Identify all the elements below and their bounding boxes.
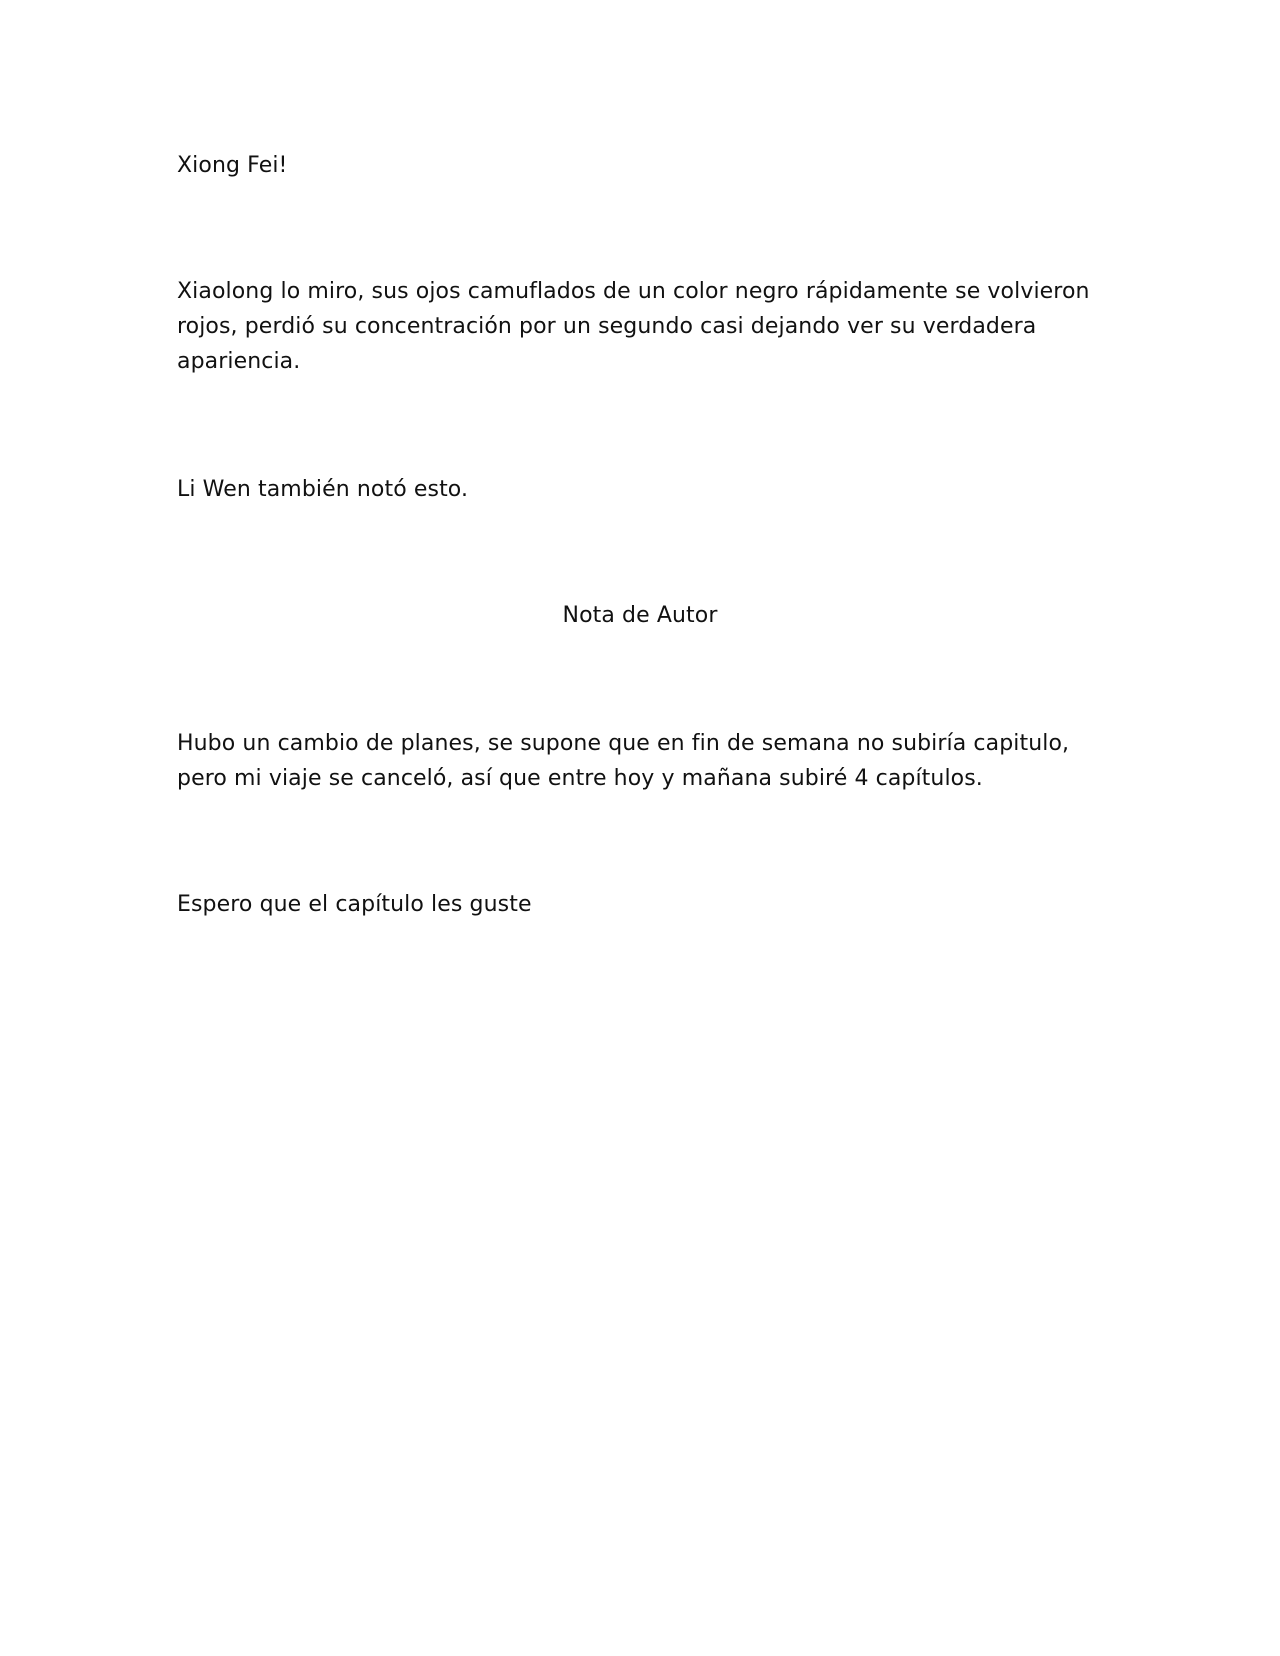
paragraph-li-wen: Li Wen también notó esto.: [177, 477, 469, 502]
paragraph-closing: Espero que el capítulo les guste: [177, 892, 532, 917]
paragraph-exclamation: Xiong Fei!: [177, 153, 288, 178]
author-note-heading: Nota de Autor: [562, 603, 718, 628]
paragraph-change-of-plans: Hubo un cambio de planes, se supone que en fin de semana no subiría capitulo, pero mi viaje se canceló, así que entre hoy y mañana subiré 4 capítulos.: [177, 731, 1070, 791]
paragraph-xiaolong: Xiaolong lo miro, sus ojos camuflados de un color negro rápidamente se volvieron rojos, perdió su concentración por un segundo casi dejando ver su verdadera apariencia.: [177, 279, 1090, 374]
